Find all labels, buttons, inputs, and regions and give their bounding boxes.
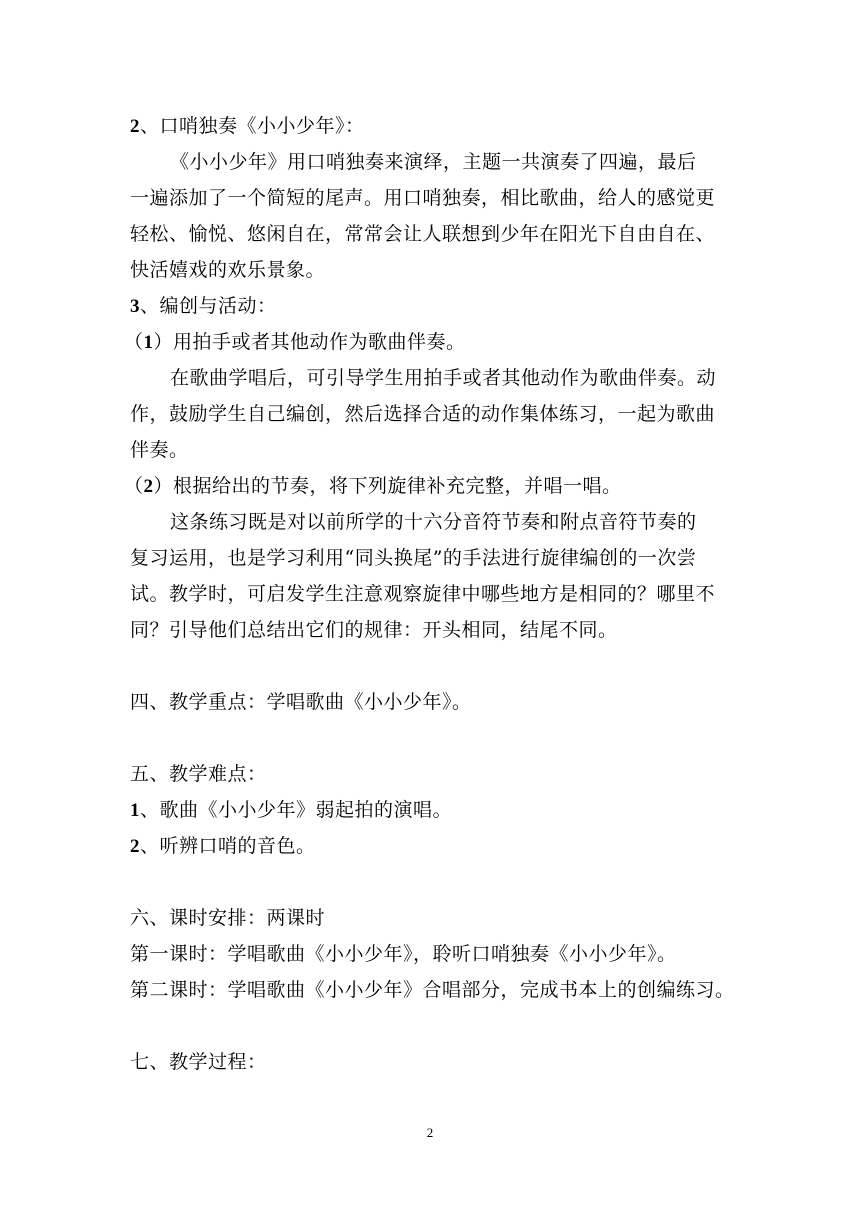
section-4-heading: 四、教学重点：学唱歌曲《小小少年》。 xyxy=(130,691,472,713)
difficulty-item-1 xyxy=(130,792,740,829)
page-number: 2 xyxy=(426,1125,434,1140)
section-2-number: 2 xyxy=(130,116,140,137)
paragraph-3-line-1: 这条练习既是对以前所学的十六分音符节奏和附点音符节奏的 xyxy=(170,511,697,533)
subsection-2-open-paren: （ xyxy=(124,475,144,497)
section-7-heading: 七、教学过程： xyxy=(130,1051,267,1073)
subsection-1-number: 1 xyxy=(143,332,154,353)
paragraph-1-line-4: 快活嬉戏的欢乐景象。 xyxy=(130,259,326,281)
subsection-1-open-paren: （ xyxy=(124,331,144,353)
difficulty-item-1-number: 1 xyxy=(130,800,140,821)
subsection-2-heading xyxy=(124,468,734,505)
paragraph-1-line-1: 《小小少年》用口哨独奏来演绎，主题一共演奏了四遍，最后 xyxy=(170,151,697,173)
subsection-2-title: ）根据给出的节奏，将下列旋律补充完整，并唱一唱。 xyxy=(153,475,622,497)
paragraph-1-line-2: 一遍添加了一个简短的尾声。用口哨独奏，相比歌曲，给人的感觉更 xyxy=(130,187,716,209)
subsection-2-number: 2 xyxy=(143,476,154,497)
paragraph-3-line-4: 同？引导他们总结出它们的规律：开头相同，结尾不同。 xyxy=(130,619,618,641)
lesson-1-line: 第一课时：学唱歌曲《小小少年》，聆听口哨独奏《小小少年》。 xyxy=(130,943,677,965)
section-2-title: 、口哨独奏《小小少年》： xyxy=(140,115,365,137)
difficulty-item-2-number: 2 xyxy=(130,836,140,857)
lesson-2-line: 第二课时：学唱歌曲《小小少年》合唱部分，完成书本上的创编练习。 xyxy=(130,979,735,1001)
subsection-1-heading xyxy=(124,324,734,361)
subsection-1-title: ）用拍手或者其他动作为歌曲伴奏。 xyxy=(153,331,466,353)
section-3-heading xyxy=(130,288,740,325)
section-5-heading: 五、教学难点： xyxy=(130,763,267,785)
paragraph-3-line-3: 试。教学时，可启发学生注意观察旋律中哪些地方是相同的？哪里不 xyxy=(130,583,716,605)
section-6-heading: 六、课时安排：两课时 xyxy=(130,907,326,929)
section-2-heading xyxy=(130,108,740,145)
section-3-title: 、编创与活动： xyxy=(140,295,277,317)
difficulty-item-1-text: 、歌曲《小小少年》弱起拍的演唱。 xyxy=(140,799,453,821)
section-3-number: 3 xyxy=(130,296,140,317)
paragraph-2-line-2: 作，鼓励学生自己编创，然后选择合适的动作集体练习，一起为歌曲 xyxy=(130,403,716,425)
paragraph-3-line-2: 复习运用，也是学习利用“同头换尾”的手法进行旋律编创的一次尝 xyxy=(130,547,697,569)
difficulty-item-2-text: 、听辨口哨的音色。 xyxy=(140,835,316,857)
difficulty-item-2 xyxy=(130,828,740,865)
paragraph-1-line-3: 轻松、愉悦、悠闲自在，常常会让人联想到少年在阳光下自由自在、 xyxy=(130,223,716,245)
paragraph-2-line-1: 在歌曲学唱后，可引导学生用拍手或者其他动作为歌曲伴奏。动 xyxy=(170,367,717,389)
paragraph-2-line-3: 伴奏。 xyxy=(130,439,189,461)
